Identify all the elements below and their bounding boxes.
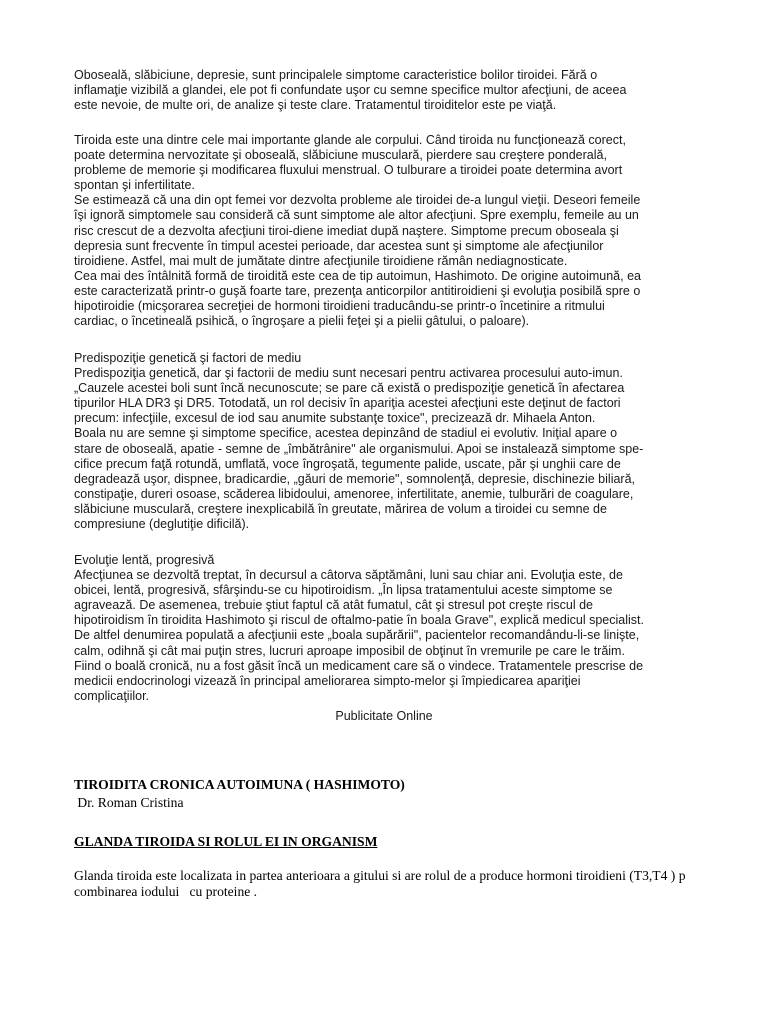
text-line: Evoluţie lentă, progresivă — [74, 553, 215, 567]
text-line: complicaţiilor. — [74, 688, 150, 703]
text-line: Se estimează că una din opt femei vor dezvolta probleme ale tiroidei de-a lungul vieţii. Deseori femeile — [74, 193, 641, 208]
text-line: cardiac, o încetineală psihică, o îngroşare a pielii feţei şi a pielii gâtului, o paloare). — [74, 314, 530, 329]
text-line: tiroidiene. Astfel, mai mult de jumătate dintre afecţiunile tiroidiene rămân nediagnosticate. — [74, 253, 568, 268]
text-line: Fiind o boală cronică, nu a fost găsit încă un medicament care să o vindece. Tratamentele prescrise de — [74, 658, 644, 673]
text-line: spontan şi infertilitate. — [74, 178, 195, 193]
main-paragraph — [74, 133, 641, 329]
text-line: degradează uşor, dispnee, bradicardie, „găuri de memorie", somnolenţă, depresie, dischinezie biliară, — [74, 471, 636, 486]
text-line: Oboseală, slăbiciune, depresie, sunt principalele simptome caracteristice bolilor tiroidei. Fără o — [74, 68, 598, 82]
text-line: calm, odihnă şi cât mai puţin stres, lucruri aproape imposibil de obţinut în vremurile pe care le trăim. — [74, 643, 625, 658]
text-line: Predispoziţie genetică şi factori de mediu — [74, 351, 302, 365]
text-line: poate determina nervozitate şi oboseală, slăbiciune musculară, pierdere sau creştere ponderală, — [74, 148, 607, 163]
glanda-paragraph — [74, 868, 686, 900]
text-line: „Cauzele acestei boli sunt încă necunoscute; se pare că există o predispoziţie genetică în afectarea — [74, 381, 625, 396]
text-line: compresiune (deglutiţie dificilă). — [74, 517, 250, 532]
text-line: risc crescut de a dezvolta afecţiuni tiroi-diene imediat după naştere. Simptome precum oboseala şi — [74, 223, 619, 238]
text-line: Predispoziţia genetică, dar şi factorii de mediu sunt necesari pentru activarea procesului auto-imun. — [74, 366, 623, 381]
text-line: Cea mai des întâlnită formă de tiroidită este cea de tip autoimun, Hashimoto. De origine autoimună, ea — [74, 268, 641, 283]
text-line: cifice precum faţă rotundă, umflată, voce îngroşată, tegumente palide, uscate, păr şi unghii care de — [74, 456, 621, 471]
section-heading: GLANDA TIROIDA SI ROLUL EI IN ORGANISM — [74, 834, 378, 849]
text-line: medicii endocrinologi vizează în principal ameliorarea simpto-melor şi împiedicarea apariţiei — [74, 673, 581, 688]
text-line: Boala nu are semne şi simptome specifice, acestea depinzând de stadiul ei evolutiv. Iniţial apare o — [74, 426, 618, 441]
text-line: îşi ignoră simptomele sau consideră că sunt simptome ale altor afecţiuni. Spre exemplu, femeile au un — [74, 208, 639, 223]
advertisement-label: Publicitate Online — [335, 709, 433, 723]
predispozitie-section — [74, 351, 643, 532]
text-line: este nevoie, de multe ori, de analize şi teste clare. Tratamentul tiroiditelor este pe viaţă. — [74, 98, 557, 113]
text-line: hipotiroidism în tiroidita Hashimoto şi riscul de oftalmo-patie în boala Grave", explică medicul specialist. — [74, 613, 644, 628]
text-line: depresia sunt frecvente în timpul acestei perioade, dar acestea sunt şi simptome ale afecţiunilor — [74, 238, 604, 253]
text-line: tipurilor HLA DR3 şi DR5. Totodată, un rol decisiv în apariţia acestei afecţiuni este deţinut de factori — [74, 396, 621, 411]
text-line: obicei, lentă, progresivă, sfârşindu-se cu hipotiroidism. „În lipsa tratamentului aceste simptome se — [74, 583, 613, 598]
text-line: inflamaţie vizibilă a glandei, ele pot fi confundate uşor cu semne specifice multor afecţiuni, de aceea — [74, 83, 627, 98]
text-line: precum: infecţiile, excesul de iod sau anumite substanţe toxice", precizează dr. Mihaela Anton. — [74, 411, 596, 426]
text-line: probleme de memorie şi modificarea fluxului menstrual. O tulburare a tiroidei poate determina avort — [74, 163, 623, 178]
text-line: Afecţiunea se dezvoltă treptat, în decursul a câtorva săptămâni, luni sau chiar ani. Evoluţia este, de — [74, 568, 623, 583]
text-line: slăbiciune musculară, creştere inexplicabilă în greutate, mărirea de volum a tiroidei cu semne de — [74, 501, 607, 516]
text-line: hipotiroidie (micşorarea secreţiei de hormoni tiroidieni traducându-se printr-o încetinire a ritmului — [74, 299, 605, 314]
text-line: constipaţie, dureri osoase, scăderea libidoului, amenoree, infertilitate, anemie, tulburări de coagulare, — [74, 486, 634, 501]
evolutie-section — [74, 553, 644, 704]
author-line: Dr. Roman Cristina — [74, 795, 184, 810]
text-line: agravează. De asemenea, trebuie ştiut faptul că atât fumatul, cât şi stresul pot creşte riscul de — [74, 598, 594, 613]
text-line: este caracterizată printr-o guşă foarte tare, prezenţa anticorpilor antitiroidieni şi evoluţia posibilă spre o — [74, 283, 641, 298]
intro-paragraph — [74, 68, 626, 113]
text-line: Tiroida este una dintre cele mai importante glande ale corpului. Când tiroida nu funcţionează corect, — [74, 133, 626, 147]
text-line: Glanda tiroida este localizata in partea anterioara a gitului si are rolul de a produce hormoni tiroidieni (T3,T4 ) p — [74, 868, 686, 883]
article-title: TIROIDITA CRONICA AUTOIMUNA ( HASHIMOTO) — [74, 777, 405, 792]
text-line: De altfel denumirea populată a afecţiunii este „boala supărării", pacientelor recomandându-li-se linişte, — [74, 628, 640, 643]
text-line: stare de oboseală, apatie - semne de „îmbătrânire" ale organismului. Apoi se instalează simptome spe- — [74, 441, 644, 456]
text-line: combinarea iodului cu proteine . — [74, 884, 258, 899]
